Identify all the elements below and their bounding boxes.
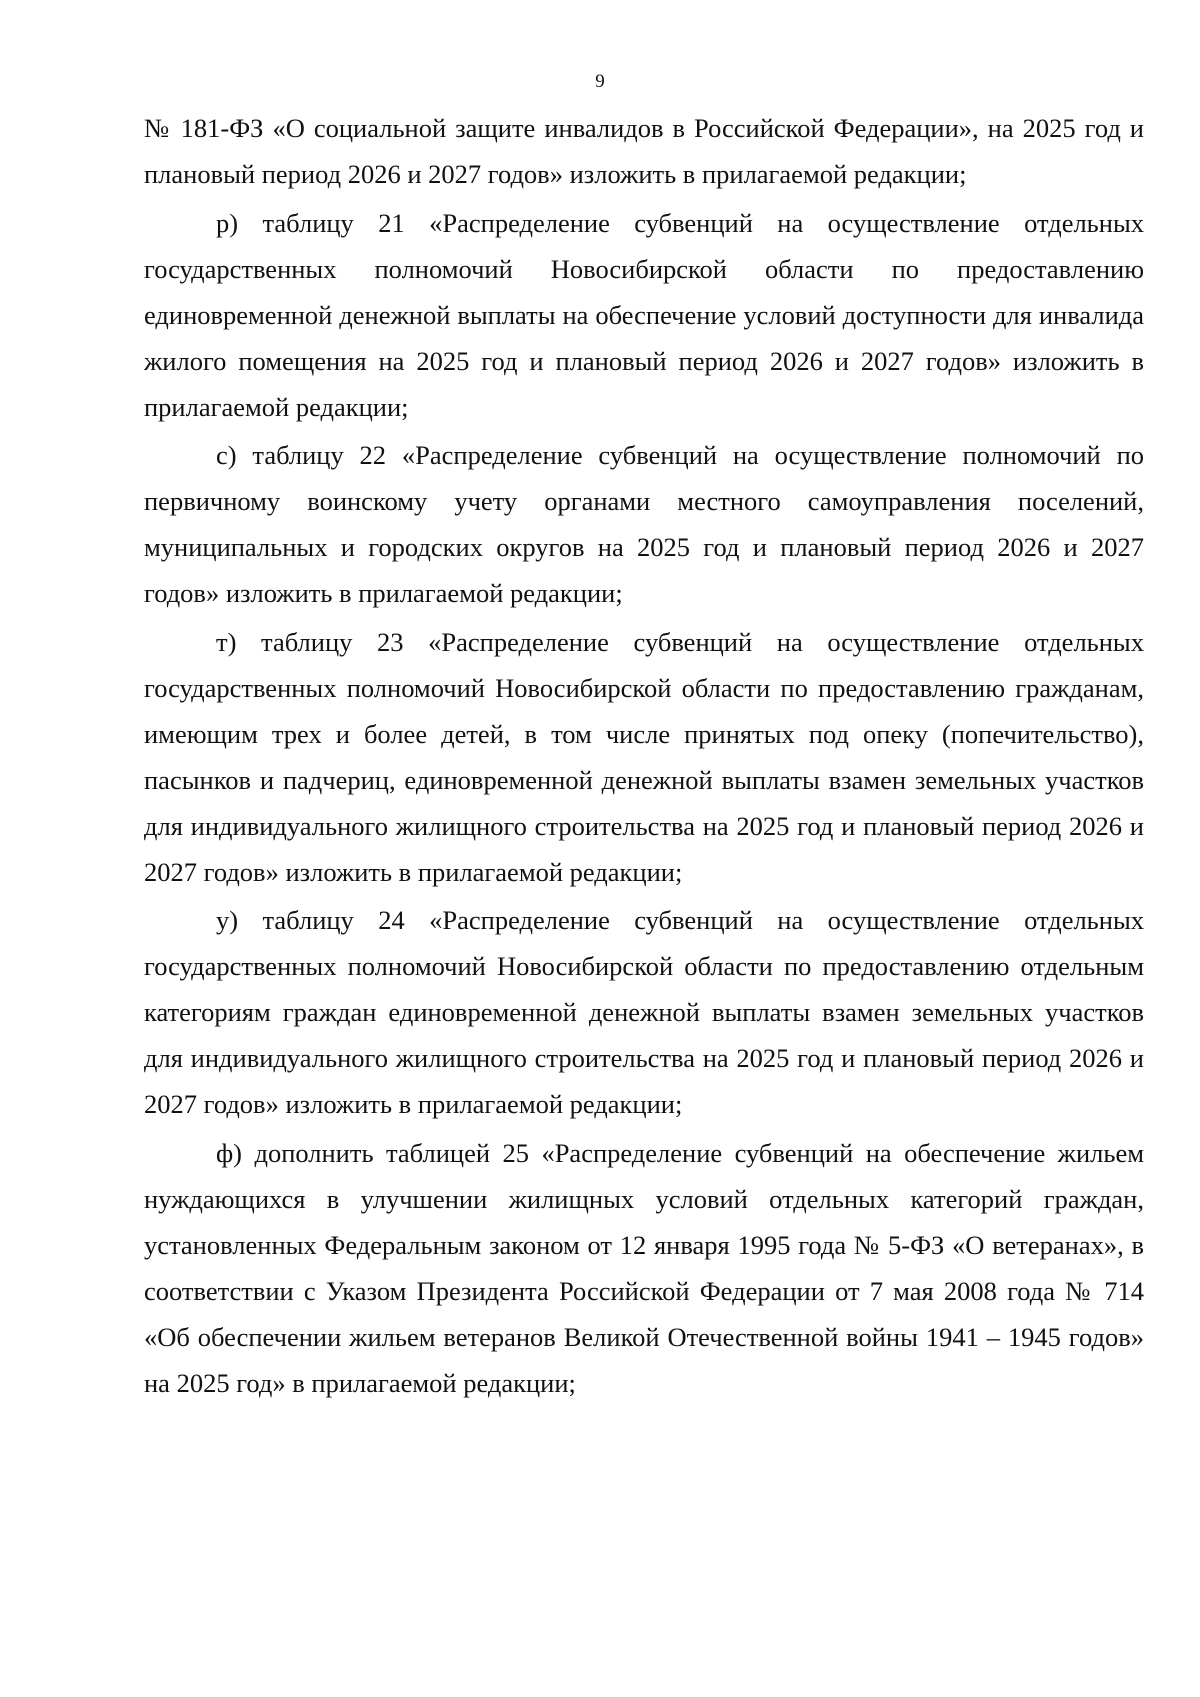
- paragraph-continuation: № 181-ФЗ «О социальной защите инвалидов в Российской Федерации», на 2025 год и плановый период 2026 и 2027 годов» изложить в прилагаемой редакции;: [144, 113, 1144, 189]
- paragraph-item-f: ф) дополнить таблицей 25 «Распределение субвенций на обеспечение жильем нуждающихся в улучшении жилищных условий отдельных категорий граждан, установленных Федеральным законом от 12 января 1995 года № 5-ФЗ «О ветеранах», в соответствии с Указом Президента Российской Федерации от 7 мая 2008 года № 714 «Об обеспечении жильем ветеранов Великой Отечественной войны 1941 – 1945 годов» на 2025 год» в прилагаемой редакции;: [144, 1137, 1144, 1398]
- paragraph-item-t: т) таблицу 23 «Распределение субвенций на осуществление отдельных государственных полномочий Новосибирской области по предоставлению гражданам, имеющим трех и более детей, в том числе принятых под опеку (попечительство), пасынков и падчериц, единовременной денежной выплаты взамен земельных участков для индивидуального жилищного строительства на 2025 год и плановый период 2026 и 2027 годов» изложить в прилагаемой редакции;: [144, 626, 1144, 887]
- page-number: 9: [595, 71, 605, 92]
- document-body: [144, 105, 1144, 1408]
- paragraph-item-r: р) таблицу 21 «Распределение субвенций на осуществление отдельных государственных полномочий Новосибирской области по предоставлению единовременной денежной выплаты на обеспечение условий доступности для инвалида жилого помещения на 2025 год и плановый период 2026 и 2027 годов» изложить в прилагаемой редакции;: [144, 207, 1144, 422]
- paragraph-item-s: с) таблицу 22 «Распределение субвенций на осуществление полномочий по первичному воинскому учету органами местного самоуправления поселений, муниципальных и городских округов на 2025 год и плановый период 2026 и 2027 годов» изложить в прилагаемой редакции;: [144, 440, 1144, 608]
- paragraph-item-u: у) таблицу 24 «Распределение субвенций на осуществление отдельных государственных полномочий Новосибирской области по предоставлению отдельным категориям граждан единовременной денежной выплаты взамен земельных участков для индивидуального жилищного строительства на 2025 год и плановый период 2026 и 2027 годов» изложить в прилагаемой редакции;: [144, 905, 1144, 1119]
